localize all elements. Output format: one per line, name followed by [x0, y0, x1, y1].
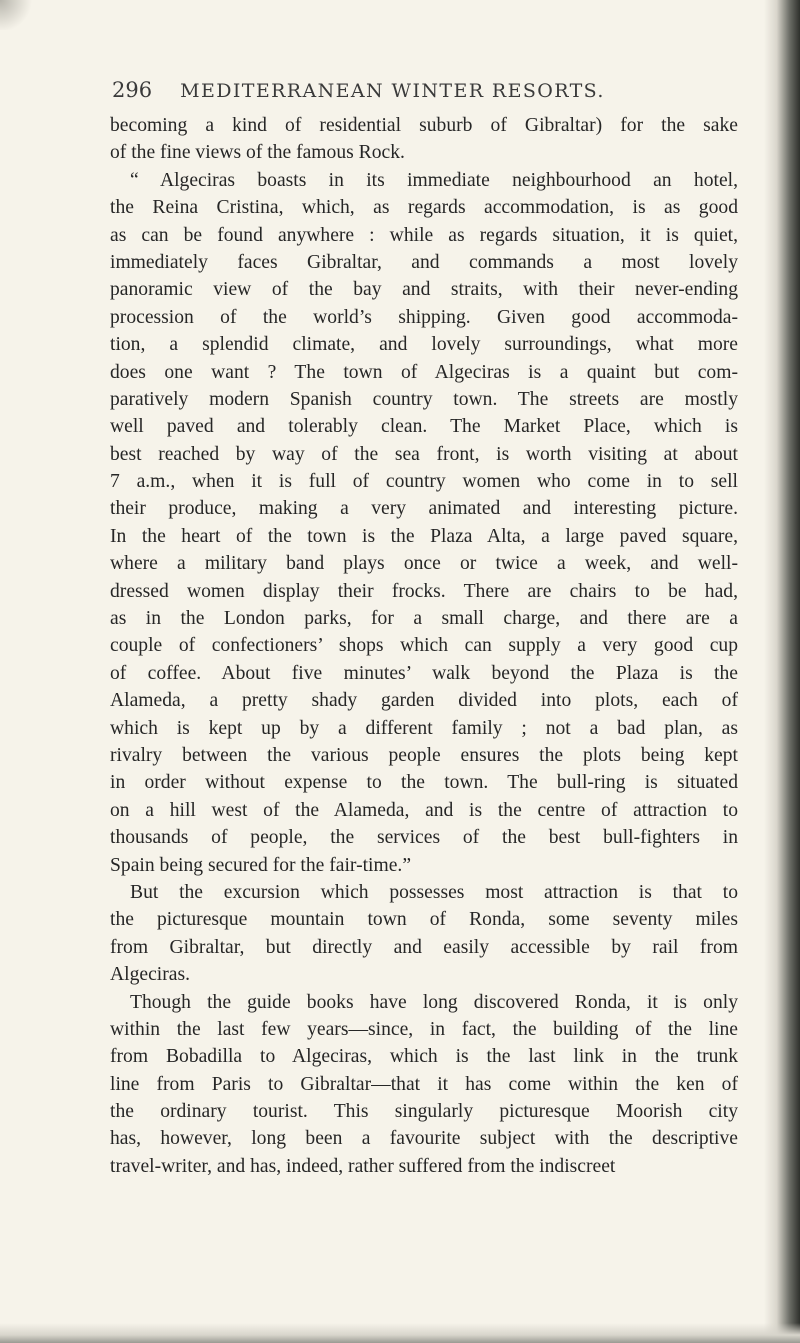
text-line: their produce, making a very animated and interesting picture. — [110, 498, 738, 520]
text-line: travel-writer, and has, indeed, rather suffered from the indiscreet — [110, 1155, 616, 1177]
text-line: has, however, long been a favourite subject with the descriptive — [110, 1128, 738, 1150]
text-line: “ Algeciras boasts in its immediate neighbourhood an hotel, — [130, 169, 738, 191]
text-line: as can be found anywhere : while as regards situation, it is quiet, — [110, 224, 738, 246]
running-header — [112, 78, 752, 102]
text-line: thousands of people, the services of the best bull-fighters in — [110, 827, 738, 849]
paragraph — [110, 989, 738, 1181]
text-line: best reached by way of the sea front, is worth visiting at about — [110, 443, 738, 465]
paragraph — [110, 879, 738, 989]
text-line: where a military band plays once or twice a week, and well- — [110, 553, 738, 575]
paragraph — [110, 167, 738, 879]
text-line: the Reina Cristina, which, as regards accommodation, is as good — [110, 197, 738, 219]
text-line: Spain being secured for the fair-time.” — [110, 854, 412, 876]
text-line: which is kept up by a different family ; not a bad plan, as — [110, 717, 738, 739]
page-corner-shadow — [0, 0, 60, 30]
body-text — [110, 112, 738, 1180]
text-line: of the fine views of the famous Rock. — [110, 142, 405, 164]
text-line: Though the guide books have long discovered Ronda, it is only — [130, 991, 738, 1013]
text-line: well paved and tolerably clean. The Market Place, which is — [110, 416, 738, 438]
text-line: In the heart of the town is the Plaza Alta, a large paved square, — [110, 525, 738, 547]
text-line: rivalry between the various people ensures the plots being kept — [110, 744, 738, 766]
text-line: the picturesque mountain town of Ronda, some seventy miles — [110, 909, 738, 931]
text-line: immediately faces Gibraltar, and commands a most lovely — [110, 251, 738, 273]
text-line: on a hill west of the Alameda, and is the centre of attraction to — [110, 799, 738, 821]
text-line: couple of confectioners’ shops which can supply a very good cup — [110, 635, 738, 657]
text-line: panoramic view of the bay and straits, with their never-ending — [110, 279, 738, 301]
text-line: the ordinary tourist. This singularly picturesque Moorish city — [110, 1101, 738, 1123]
text-line: becoming a kind of residential suburb of Gibraltar) for the sake — [110, 115, 738, 136]
text-line: procession of the world’s shipping. Given good accommoda- — [110, 306, 738, 328]
paragraph — [110, 112, 738, 167]
running-title: MEDITERRANEAN WINTER RESORTS. — [180, 80, 605, 102]
text-line: But the excursion which possesses most attraction is that to — [130, 881, 738, 903]
text-line: 7 a.m., when it is full of country women who come in to sell — [110, 471, 738, 493]
text-line: tion, a splendid climate, and lovely surroundings, what more — [110, 334, 738, 356]
text-line: line from Paris to Gibraltar—that it has come within the ken of — [110, 1073, 738, 1095]
text-line: paratively modern Spanish country town. The streets are mostly — [110, 388, 738, 410]
text-line: from Bobadilla to Algeciras, which is the last link in the trunk — [110, 1046, 738, 1068]
text-line: from Gibraltar, but directly and easily accessible by rail from — [110, 936, 738, 958]
text-line: does one want ? The town of Algeciras is a quaint but com- — [110, 361, 738, 383]
text-line: Alameda, a pretty shady garden divided into plots, each of — [110, 690, 738, 712]
page-number: 296 — [112, 78, 153, 102]
text-line: within the last few years—since, in fact, the building of the line — [110, 1018, 738, 1040]
page-bottom-edge — [0, 1323, 800, 1343]
text-line: of coffee. About five minutes’ walk beyond the Plaza is the — [110, 662, 738, 684]
text-line: dressed women display their frocks. There are chairs to be had, — [110, 580, 738, 602]
text-line: as in the London parks, for a small charge, and there are a — [110, 608, 738, 630]
text-line: Algeciras. — [110, 964, 190, 986]
text-line: in order without expense to the town. The bull-ring is situated — [110, 772, 738, 794]
book-spine-shadow — [764, 0, 800, 1343]
